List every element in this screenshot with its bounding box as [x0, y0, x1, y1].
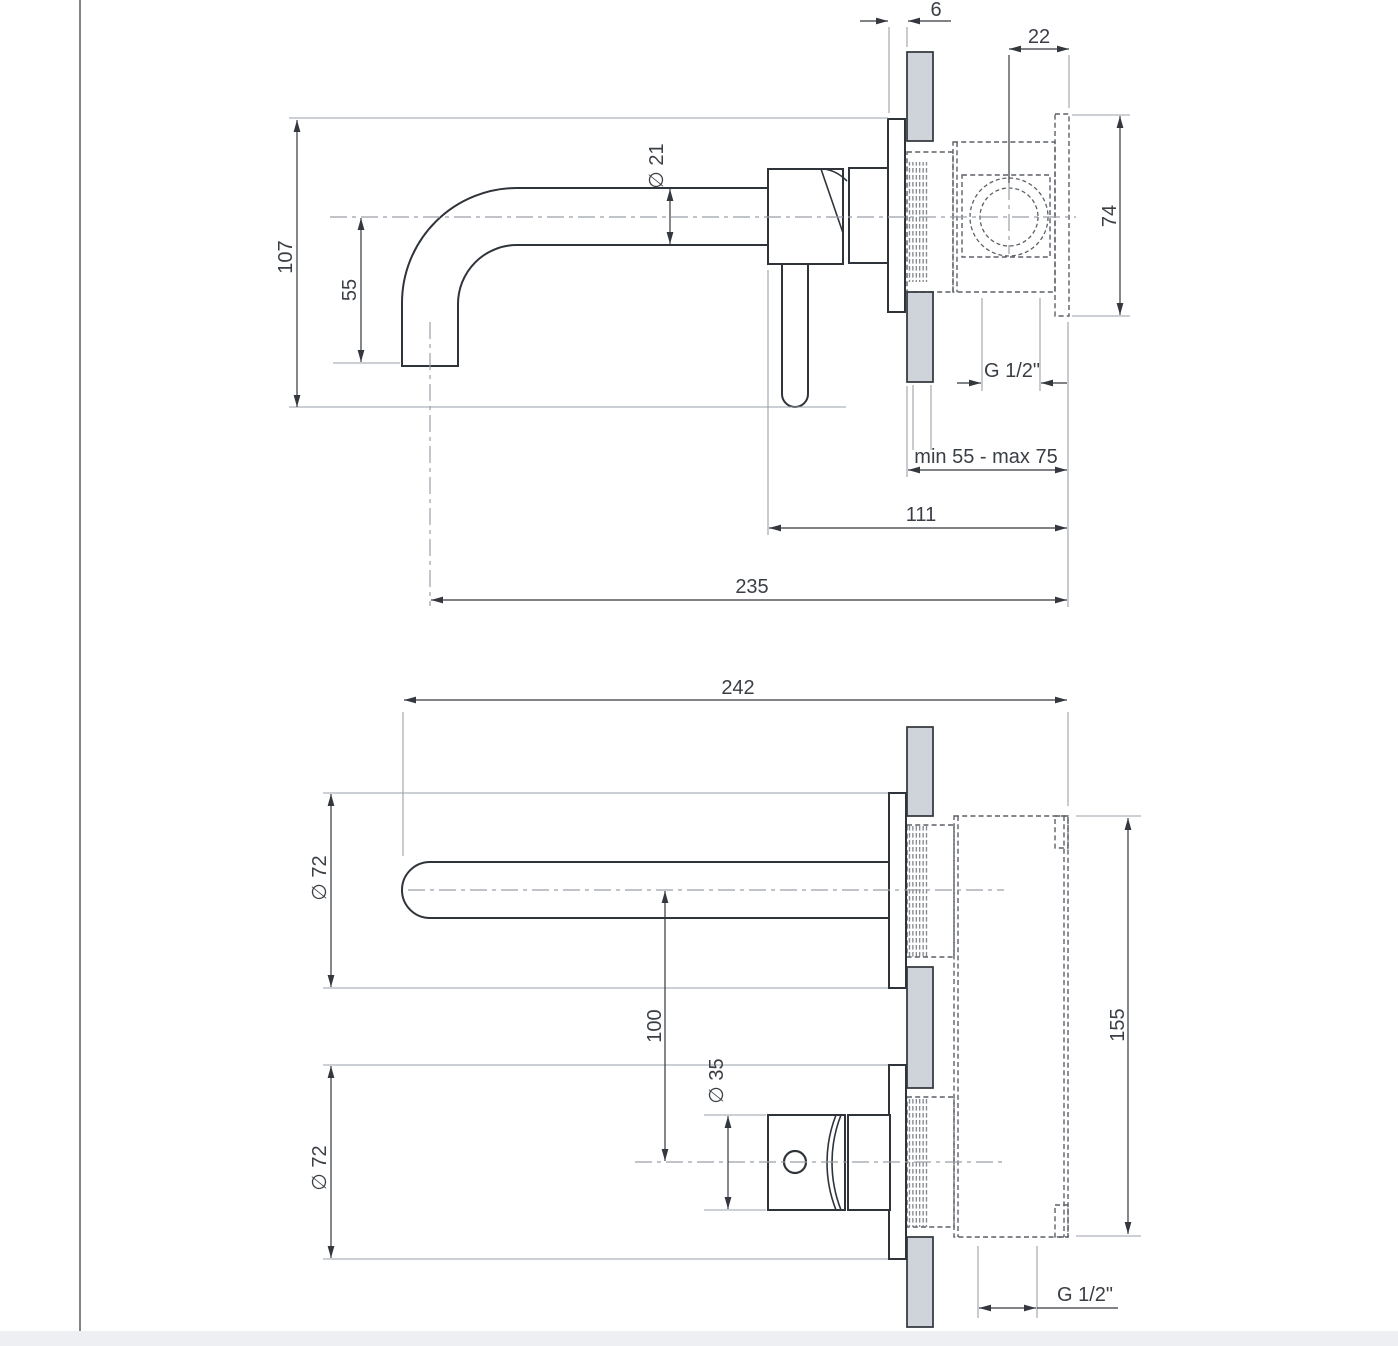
label-overall-height: 107	[275, 240, 297, 274]
label-handle-diameter: ∅ 35	[706, 1058, 728, 1104]
lever-handle	[782, 264, 808, 407]
plan-view	[309, 677, 1141, 1327]
label-handle-escutcheon-diameter: ∅ 72	[309, 1145, 331, 1191]
wall-section-lower	[907, 292, 933, 382]
label-spout-to-handle: 100	[644, 1009, 666, 1043]
label-overall-length: 242	[721, 677, 755, 699]
label-plate-thickness: 6	[930, 0, 942, 21]
label-spout-escutcheon-diameter: ∅ 72	[309, 855, 331, 901]
label-overall-projection: 235	[735, 576, 769, 598]
wall-section-bottom	[907, 1237, 933, 1327]
wall-section-top	[907, 727, 933, 816]
plan-view-labels	[309, 677, 1129, 1306]
mounting-plate-outline	[1055, 114, 1069, 316]
mounting-plate-section-bottom	[1055, 1205, 1068, 1237]
label-spout-projection: 111	[905, 504, 937, 526]
label-spout-diameter: ∅ 21	[646, 143, 668, 189]
escutcheon-plate	[888, 119, 905, 312]
plan-view-wall	[907, 727, 933, 1327]
label-spout-drop: 55	[339, 278, 361, 302]
label-valve-body-height: 74	[1099, 204, 1121, 228]
thread-hatch-spout	[908, 825, 928, 957]
label-install-depth: min 55 - max 75	[914, 446, 1058, 468]
wall-section-upper	[907, 52, 933, 141]
label-thread-side: G 1/2"	[983, 360, 1041, 382]
plan-view-extension-lines	[323, 712, 1141, 1318]
spout	[402, 188, 768, 366]
side-view-concealed-body	[907, 114, 1069, 316]
label-thread-plan: G 1/2"	[1056, 1284, 1114, 1306]
wall-section-middle	[907, 967, 933, 1088]
plan-view-dimension-lines	[331, 700, 1128, 1308]
valve-body-outline-plan	[954, 816, 1068, 1237]
label-valve-body-length: 155	[1107, 1008, 1129, 1042]
label-axis-to-back: 22	[1027, 26, 1051, 48]
page-bottom-edge	[0, 1331, 1398, 1346]
body-sleeve	[849, 168, 888, 263]
side-view	[275, 0, 1130, 607]
mounting-plate-section-top	[1055, 816, 1068, 848]
thread-hatch	[908, 162, 928, 282]
